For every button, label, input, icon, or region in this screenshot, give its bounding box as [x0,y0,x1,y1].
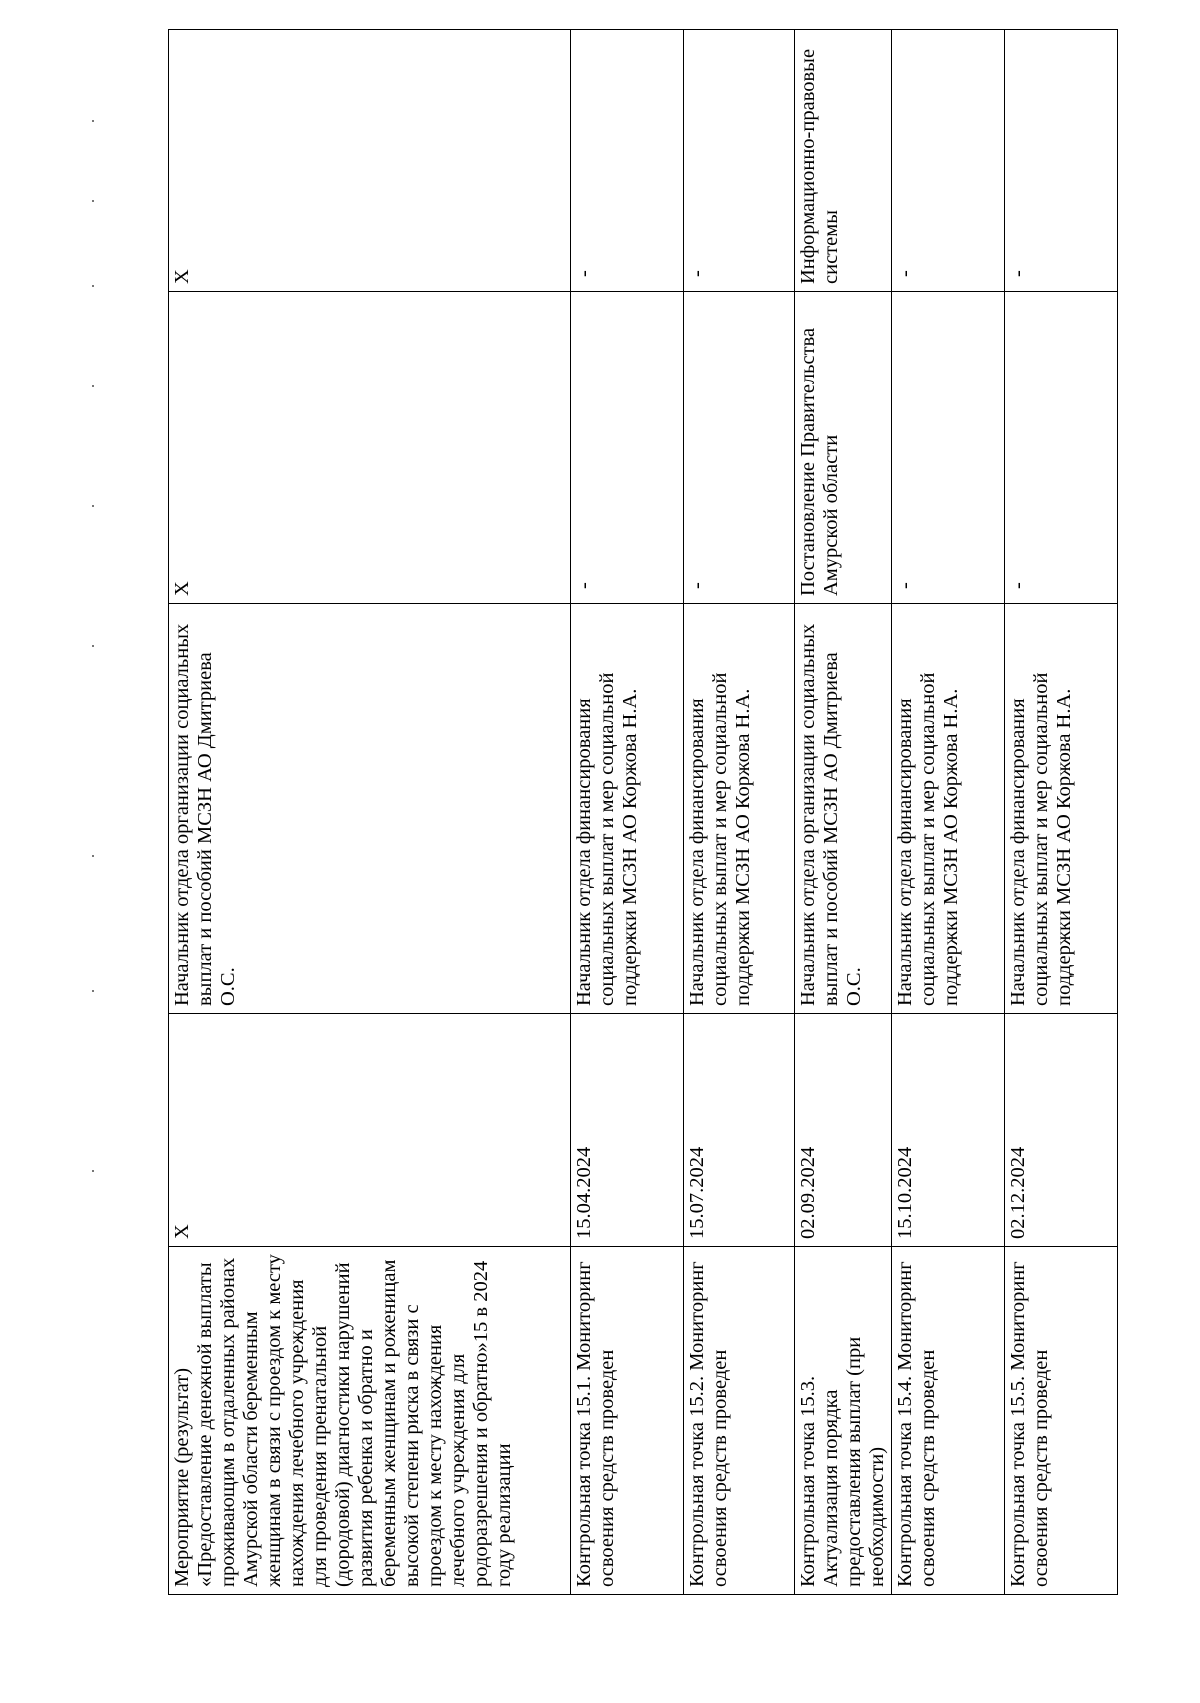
date-cell: 15.07.2024 [684,1014,795,1247]
document-cell: Постановление Правительства Амурской области [795,292,892,604]
date-cell: X [169,1014,571,1247]
plan-table [168,29,1118,1595]
system-cell: X [169,30,571,292]
responsible-cell: Начальник отдела финансирования социальных выплат и мер социальной поддержки МСЗН АО Коржова Н.А. [892,604,1005,1014]
responsible-cell: Начальник отдела финансирования социальных выплат и мер социальной поддержки МСЗН АО Коржова Н.А. [1005,604,1118,1014]
date-cell: 02.12.2024 [1005,1014,1118,1247]
system-cell: Информационно-правовые системы [795,30,892,292]
table-row [684,30,795,1595]
responsible-cell: Начальник отдела организации социальных выплат и пособий МСЗН АО Дмитриева О.С. [169,604,571,1014]
event-cell: Контрольная точка 15.3. Актуализация порядка предоставления выплат (при необходимости) [795,1247,892,1595]
system-cell: - [684,30,795,292]
system-cell: - [571,30,684,292]
event-cell: Контрольная точка 15.5. Мониторинг освоения средств проведен [1005,1247,1118,1595]
table-row [571,30,684,1595]
document-cell: - [1005,292,1118,604]
responsible-cell: Начальник отдела финансирования социальных выплат и мер социальной поддержки МСЗН АО Коржова Н.А. [684,604,795,1014]
event-cell: Контрольная точка 15.4. Мониторинг освоения средств проведен [892,1247,1005,1595]
date-cell: 15.04.2024 [571,1014,684,1247]
responsible-cell: Начальник отдела финансирования социальных выплат и мер социальной поддержки МСЗН АО Коржова Н.А. [571,604,684,1014]
table-landscape [168,48,1083,1595]
event-cell: Контрольная точка 15.1. Мониторинг освоения средств проведен [571,1247,684,1595]
document-cell: - [892,292,1005,604]
event-cell: Мероприятие (результат) «Предоставление денежной выплаты проживающим в отдаленных районах Амурской области беременным женщинам в связи с проездом к месту нахождения лечебного учреждения для проведения пренатальной (дородовой) диагностики нарушений развития ребенка и обратно и беременным женщинам и роженицам высокой степени риска в связи с проездом к месту нахождения лечебного учреждения для родоразрешения и обратно»15 в 2024 году реализации [169,1247,571,1595]
responsible-cell: Начальник отдела организации социальных выплат и пособий МСЗН АО Дмитриева О.С. [795,604,892,1014]
document-cell: - [684,292,795,604]
document-cell: X [169,292,571,604]
system-cell: - [1005,30,1118,292]
date-cell: 02.09.2024 [795,1014,892,1247]
event-cell: Контрольная точка 15.2. Мониторинг освоения средств проведен [684,1247,795,1595]
table-row [795,30,892,1595]
system-cell: - [892,30,1005,292]
rotated-table-container [168,48,1083,1595]
date-cell: 15.10.2024 [892,1014,1005,1247]
table-row [892,30,1005,1595]
binding-marks [92,120,98,1220]
table-row [1005,30,1118,1595]
table-row [169,30,571,1595]
document-cell: - [571,292,684,604]
